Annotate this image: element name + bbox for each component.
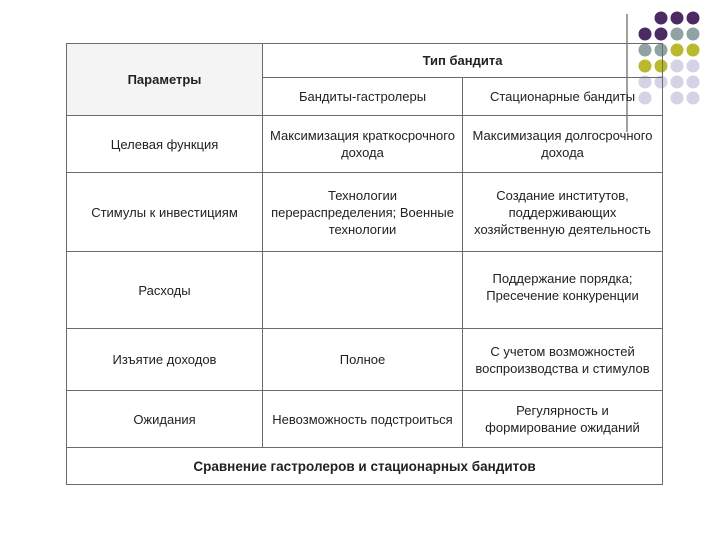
decorative-dot [687, 28, 700, 41]
table-row [67, 329, 663, 391]
row-param: Ожидания [67, 391, 263, 448]
row-stationary: Создание институтов, поддерживающих хозяйственную деятельность [463, 173, 663, 252]
row-stationary: Регулярность и формирование ожиданий [463, 391, 663, 448]
decorative-dot [671, 28, 684, 41]
row-param: Стимулы к инвестициям [67, 173, 263, 252]
table-row [67, 252, 663, 329]
comparison-table [66, 43, 663, 485]
table-row [67, 173, 663, 252]
table-caption: Сравнение гастролеров и стационарных бандитов [67, 448, 663, 485]
caption-row [67, 448, 663, 485]
row-stationary: Поддержание порядка; Пресечение конкуренции [463, 252, 663, 329]
row-roving [263, 252, 463, 329]
row-stationary: С учетом возможностей воспроизводства и стимулов [463, 329, 663, 391]
decorative-dot [671, 12, 684, 25]
decorative-dot [687, 92, 700, 105]
decorative-dot [687, 12, 700, 25]
header-params: Параметры [67, 44, 263, 116]
header-row-top [67, 44, 663, 78]
decorative-dot [671, 92, 684, 105]
row-roving: Невозможность подстроиться [263, 391, 463, 448]
decorative-dot [671, 76, 684, 89]
table-row [67, 116, 663, 173]
row-param: Расходы [67, 252, 263, 329]
row-roving: Полное [263, 329, 463, 391]
decorative-dot [687, 44, 700, 57]
row-stationary: Максимизация долгосрочного дохода [463, 116, 663, 173]
header-bandit-type: Тип бандита [263, 44, 663, 78]
decorative-dot [671, 44, 684, 57]
row-roving: Максимизация краткосрочного дохода [263, 116, 463, 173]
row-param: Изъятие доходов [67, 329, 263, 391]
decorative-dot [655, 12, 668, 25]
decorative-dot [687, 76, 700, 89]
row-param: Целевая функция [67, 116, 263, 173]
decorative-dot [655, 28, 668, 41]
decorative-dot [639, 28, 652, 41]
decorative-dot [671, 60, 684, 73]
row-roving: Технологии перераспределения; Военные технологии [263, 173, 463, 252]
header-col-roving: Бандиты-гастролеры [263, 78, 463, 116]
header-col-stationary: Стационарные бандиты [463, 78, 663, 116]
decorative-dot [687, 60, 700, 73]
table-row [67, 391, 663, 448]
